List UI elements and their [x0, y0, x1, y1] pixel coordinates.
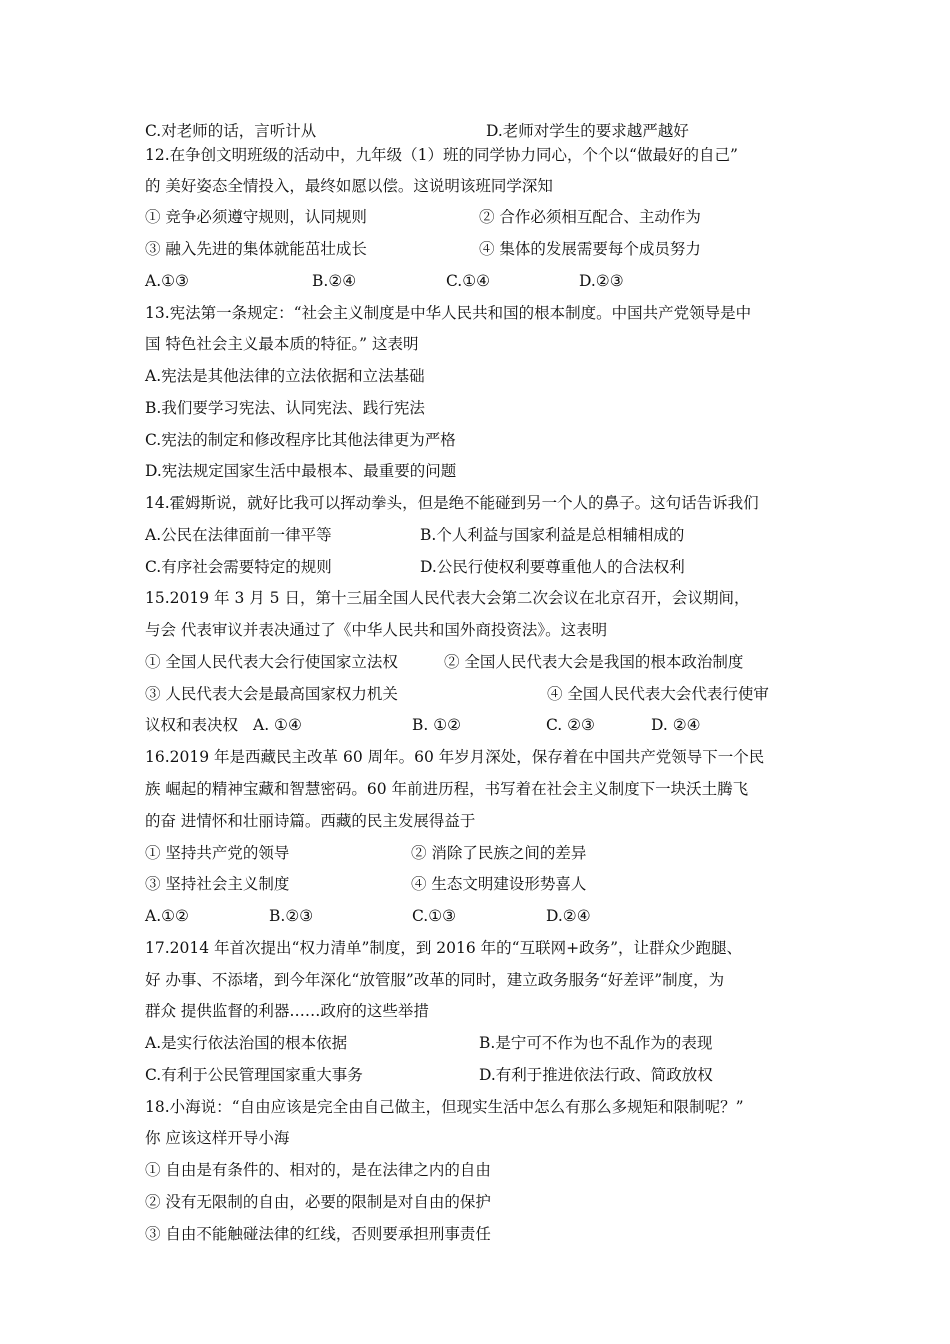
q14-option-d: D.公民行使权利要尊重他人的合法权利	[420, 558, 685, 576]
q18-statement-1: ① 自由是有条件的、相对的，是在法律之内的自由	[145, 1161, 491, 1179]
q15-option-d: D. ②④	[651, 716, 701, 734]
q14-stem: 14.霍姆斯说，就好比我可以挥动拳头，但是绝不能碰到另一个人的鼻子。这句话告诉我们	[145, 494, 759, 512]
q18-stem-line-1: 18.小海说：“自由应该是完全由自己做主，但现实生活中怎么有那么多规矩和限制呢？”	[145, 1098, 744, 1116]
q17-stem-line-2: 好 办事、不添堵，到今年深化“放管服”改革的同时，建立政务服务“好差评”制度，为	[145, 971, 725, 989]
q16-option-d: D.②④	[546, 907, 591, 925]
q12-option-a: A.①③	[145, 272, 189, 290]
q15-statement-2: ② 全国人民代表大会是我国的根本政治制度	[444, 653, 744, 671]
q12-option-c: C.①④	[446, 272, 491, 290]
q16-option-c: C.①③	[412, 907, 457, 925]
q17-option-a: A.是实行依法治国的根本依据	[145, 1034, 348, 1052]
q16-statement-1: ① 坚持共产党的领导	[145, 844, 290, 862]
q11-option-d: D.老师对学生的要求越严越好	[486, 122, 689, 140]
q12-option-d: D.②③	[579, 272, 624, 290]
q13-option-c: C.宪法的制定和修改程序比其他法律更为严格	[145, 431, 456, 449]
q12-statement-2: ② 合作必须相互配合、主动作为	[479, 208, 701, 226]
q14-option-b: B.个人利益与国家利益是总相辅相成的	[420, 526, 685, 544]
q17-option-d: D.有利于推进依法行政、简政放权	[479, 1066, 713, 1084]
q11-option-c: C.对老师的话，言听计从	[145, 122, 317, 140]
q16-stem-line-1: 16.2019 年是西藏民主改革 60 周年。60 年岁月深处，保存着在中国共产党领导下一个民	[145, 748, 765, 766]
q12-stem-line-2: 的 美好姿态全情投入，最终如愿以偿。这说明该班同学深知	[145, 177, 553, 195]
q16-statement-4: ④ 生态文明建设形势喜人	[411, 875, 587, 893]
q15-option-b: B. ①②	[412, 716, 462, 734]
q13-option-a: A.宪法是其他法律的立法依据和立法基础	[145, 367, 425, 385]
q15-stem-line-2: 与会 代表审议并表决通过了《中华人民共和国外商投资法》。这表明	[145, 621, 608, 639]
q13-option-d: D.宪法规定国家生活中最根本、最重要的问题	[145, 462, 457, 480]
q12-statement-3: ③ 融入先进的集体就能茁壮成长	[145, 240, 367, 258]
q12-option-b: B.②④	[312, 272, 357, 290]
q17-stem-line-1: 17.2014 年首次提出“权力清单”制度，到 2016 年的“互联网+政务”，让群众少跑腿、	[145, 939, 743, 957]
q12-stem-line-1: 12.在争创文明班级的活动中，九年级（1）班的同学协力同心，个个以“做最好的自己”	[145, 146, 738, 164]
q18-stem-line-2: 你 应该这样开导小海	[145, 1129, 290, 1147]
q14-option-a: A.公民在法律面前一律平等	[145, 526, 332, 544]
q15-stem-line-1: 15.2019 年 3 月 5 日，第十三届全国人民代表大会第二次会议在北京召开，会议期间，	[145, 589, 750, 607]
q15-statement-3: ③ 人民代表大会是最高国家权力机关	[145, 685, 398, 703]
q18-statement-3: ③ 自由不能触碰法律的红线，否则要承担刑事责任	[145, 1225, 491, 1243]
q16-stem-line-2: 族 崛起的精神宝藏和智慧密码。60 年前进历程，书写着在社会主义制度下一块沃土腾飞	[145, 780, 749, 798]
q13-stem-line-1: 13.宪法第一条规定：“社会主义制度是中华人民共和国的根本制度。中国共产党领导是中	[145, 304, 752, 322]
q14-option-c: C.有序社会需要特定的规则	[145, 558, 332, 576]
q17-stem-line-3: 群众 提供监督的利器……政府的这些举措	[145, 1002, 429, 1020]
q13-stem-line-2: 国 特色社会主义最本质的特征。” 这表明	[145, 335, 419, 353]
q16-option-a: A.①②	[145, 907, 189, 925]
q15-option-c: C. ②③	[546, 716, 595, 734]
q17-option-c: C.有利于公民管理国家重大事务	[145, 1066, 363, 1084]
q15-statement-1: ① 全国人民代表大会行使国家立法权	[145, 653, 398, 671]
q15-statement-4: ④ 全国人民代表大会代表行使审	[547, 685, 769, 703]
q16-stem-line-3: 的奋 进情怀和壮丽诗篇。西藏的民主发展得益于	[145, 812, 476, 830]
q16-option-b: B.②③	[269, 907, 314, 925]
q15-option-a: A. ①④	[253, 716, 302, 734]
q12-statement-1: ① 竞争必须遵守规则，认同规则	[145, 208, 367, 226]
q12-statement-4: ④ 集体的发展需要每个成员努力	[479, 240, 701, 258]
q17-option-b: B.是宁可不作为也不乱作为的表现	[479, 1034, 713, 1052]
q16-statement-2: ② 消除了民族之间的差异	[411, 844, 587, 862]
q15-statement-4-continued: 议权和表决权	[145, 716, 239, 734]
q16-statement-3: ③ 坚持社会主义制度	[145, 875, 290, 893]
q13-option-b: B.我们要学习宪法、认同宪法、践行宪法	[145, 399, 425, 417]
q18-statement-2: ② 没有无限制的自由，必要的限制是对自由的保护	[145, 1193, 491, 1211]
